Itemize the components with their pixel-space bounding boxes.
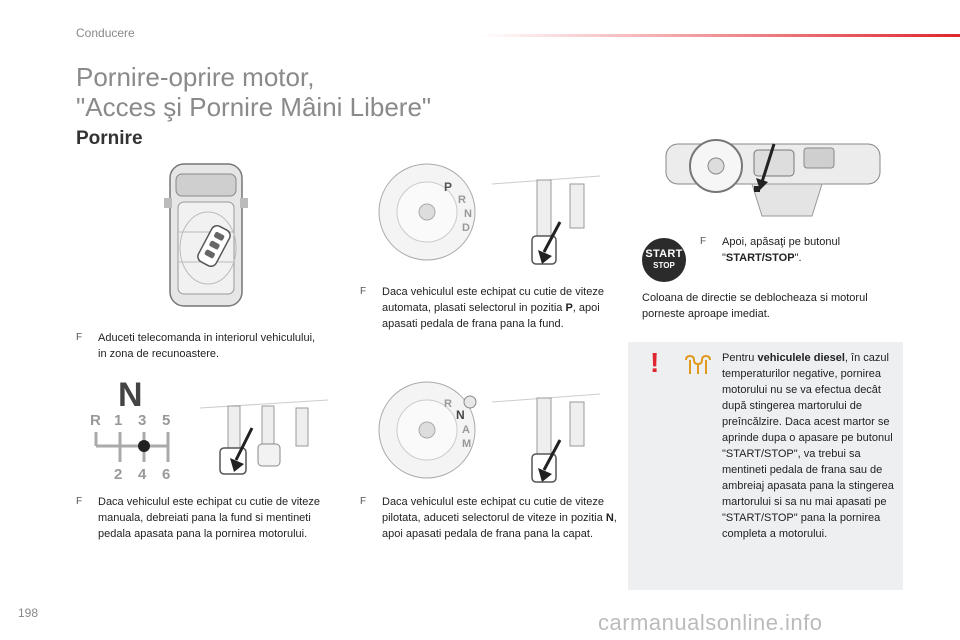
- warning-text: Pentru vehiculele diesel, în cazul temperaturilor negative, pornirea motorului nu se va efectua decât după stingerea martorului de preîncălzire. Daca acest martor se aprinde dupa o apasare pe butonul "START/STOP", va trebui sa mentineti pedala de frana sau de ambreiaj apasata pana la stingerea martorului si sa nu mai apasati pe "START/STOP" pana la pornirea completa a motorului.: [722, 352, 894, 540]
- auto-letter-n: N: [464, 208, 472, 220]
- page-title-line1: Pornire-oprire motor,: [76, 62, 315, 92]
- preheating-glow-plug-icon: [684, 354, 714, 376]
- step-piloted-text: Daca vehiculul este echipat cu cutie de viteze pilotata, aduceti selectorul de viteze in pozitia N, apoi apasati pedala de frana pana la capat.: [382, 496, 617, 540]
- auto-letter-p: P: [444, 180, 453, 194]
- car-top-view-illustration: [162, 160, 258, 310]
- gear-r: R: [90, 412, 101, 429]
- step-press-start: [700, 234, 870, 268]
- bullet-mark: F: [360, 286, 367, 297]
- gear-4: 4: [138, 466, 147, 483]
- piloted-letter-r: R: [444, 398, 452, 410]
- page-number: 198: [18, 606, 39, 620]
- step-manual: [76, 494, 336, 564]
- bullet-mark: F: [76, 332, 83, 343]
- manual-pedals-illustration: [198, 392, 330, 478]
- bullet-mark: F: [360, 496, 367, 507]
- step-manual-text: Daca vehiculul este echipat cu cutie de viteze manuala, debreiati pana la fund si mentineti pedala apasata pana la pornirea motorului.: [98, 496, 320, 540]
- gear-pattern-diagram: [88, 428, 178, 468]
- step-remote: [76, 330, 316, 370]
- section-subtitle: Pornire: [76, 128, 143, 149]
- auto-letter-r: R: [458, 194, 466, 206]
- auto-letter-d: D: [462, 222, 470, 234]
- bullet-mark: F: [700, 236, 707, 247]
- header-accent-line: [480, 34, 960, 37]
- piloted-selector-illustration: [372, 378, 602, 488]
- piloted-letter-a: A: [462, 424, 470, 436]
- start-stop-button-icon: [642, 238, 686, 282]
- gear-3: 3: [138, 412, 147, 429]
- warning-exclamation-icon: !: [650, 347, 660, 378]
- watermark: carmanualsonline.info: [598, 610, 823, 635]
- piloted-letter-m: M: [462, 438, 472, 450]
- neutral-letter: N: [118, 376, 143, 414]
- start-button-line2: STOP: [653, 261, 675, 270]
- result-text: Coloana de directie se deblocheaza si motorul porneste aproape imediat.: [642, 292, 868, 320]
- start-button-line1: START: [645, 248, 683, 260]
- section-label: Conducere: [76, 26, 135, 40]
- gear-5: 5: [162, 412, 171, 429]
- page-title-line2: "Acces şi Pornire Mâini Libere": [76, 92, 432, 122]
- step-automatic-text: Daca vehiculul este echipat cu cutie de viteze automata, plasati selectorul in pozitia P, apoi apasati pedala de frana pana la fund.: [382, 286, 604, 330]
- gear-6: 6: [162, 466, 171, 483]
- bullet-mark: F: [76, 496, 83, 507]
- gear-2: 2: [114, 466, 123, 483]
- step-press-start-text: Apoi, apăsaţi pe butonul "START/STOP".: [722, 236, 841, 264]
- piloted-letter-n: N: [456, 408, 465, 422]
- step-remote-text: Aduceti telecomanda in interiorul vehiculului, in zona de recunoastere.: [98, 332, 316, 360]
- automatic-selector-illustration: [372, 160, 602, 270]
- page-title: [76, 62, 431, 122]
- dashboard-illustration: [662, 136, 884, 222]
- step-automatic: [360, 284, 606, 348]
- step-piloted: [360, 494, 618, 564]
- gear-1: 1: [114, 412, 123, 429]
